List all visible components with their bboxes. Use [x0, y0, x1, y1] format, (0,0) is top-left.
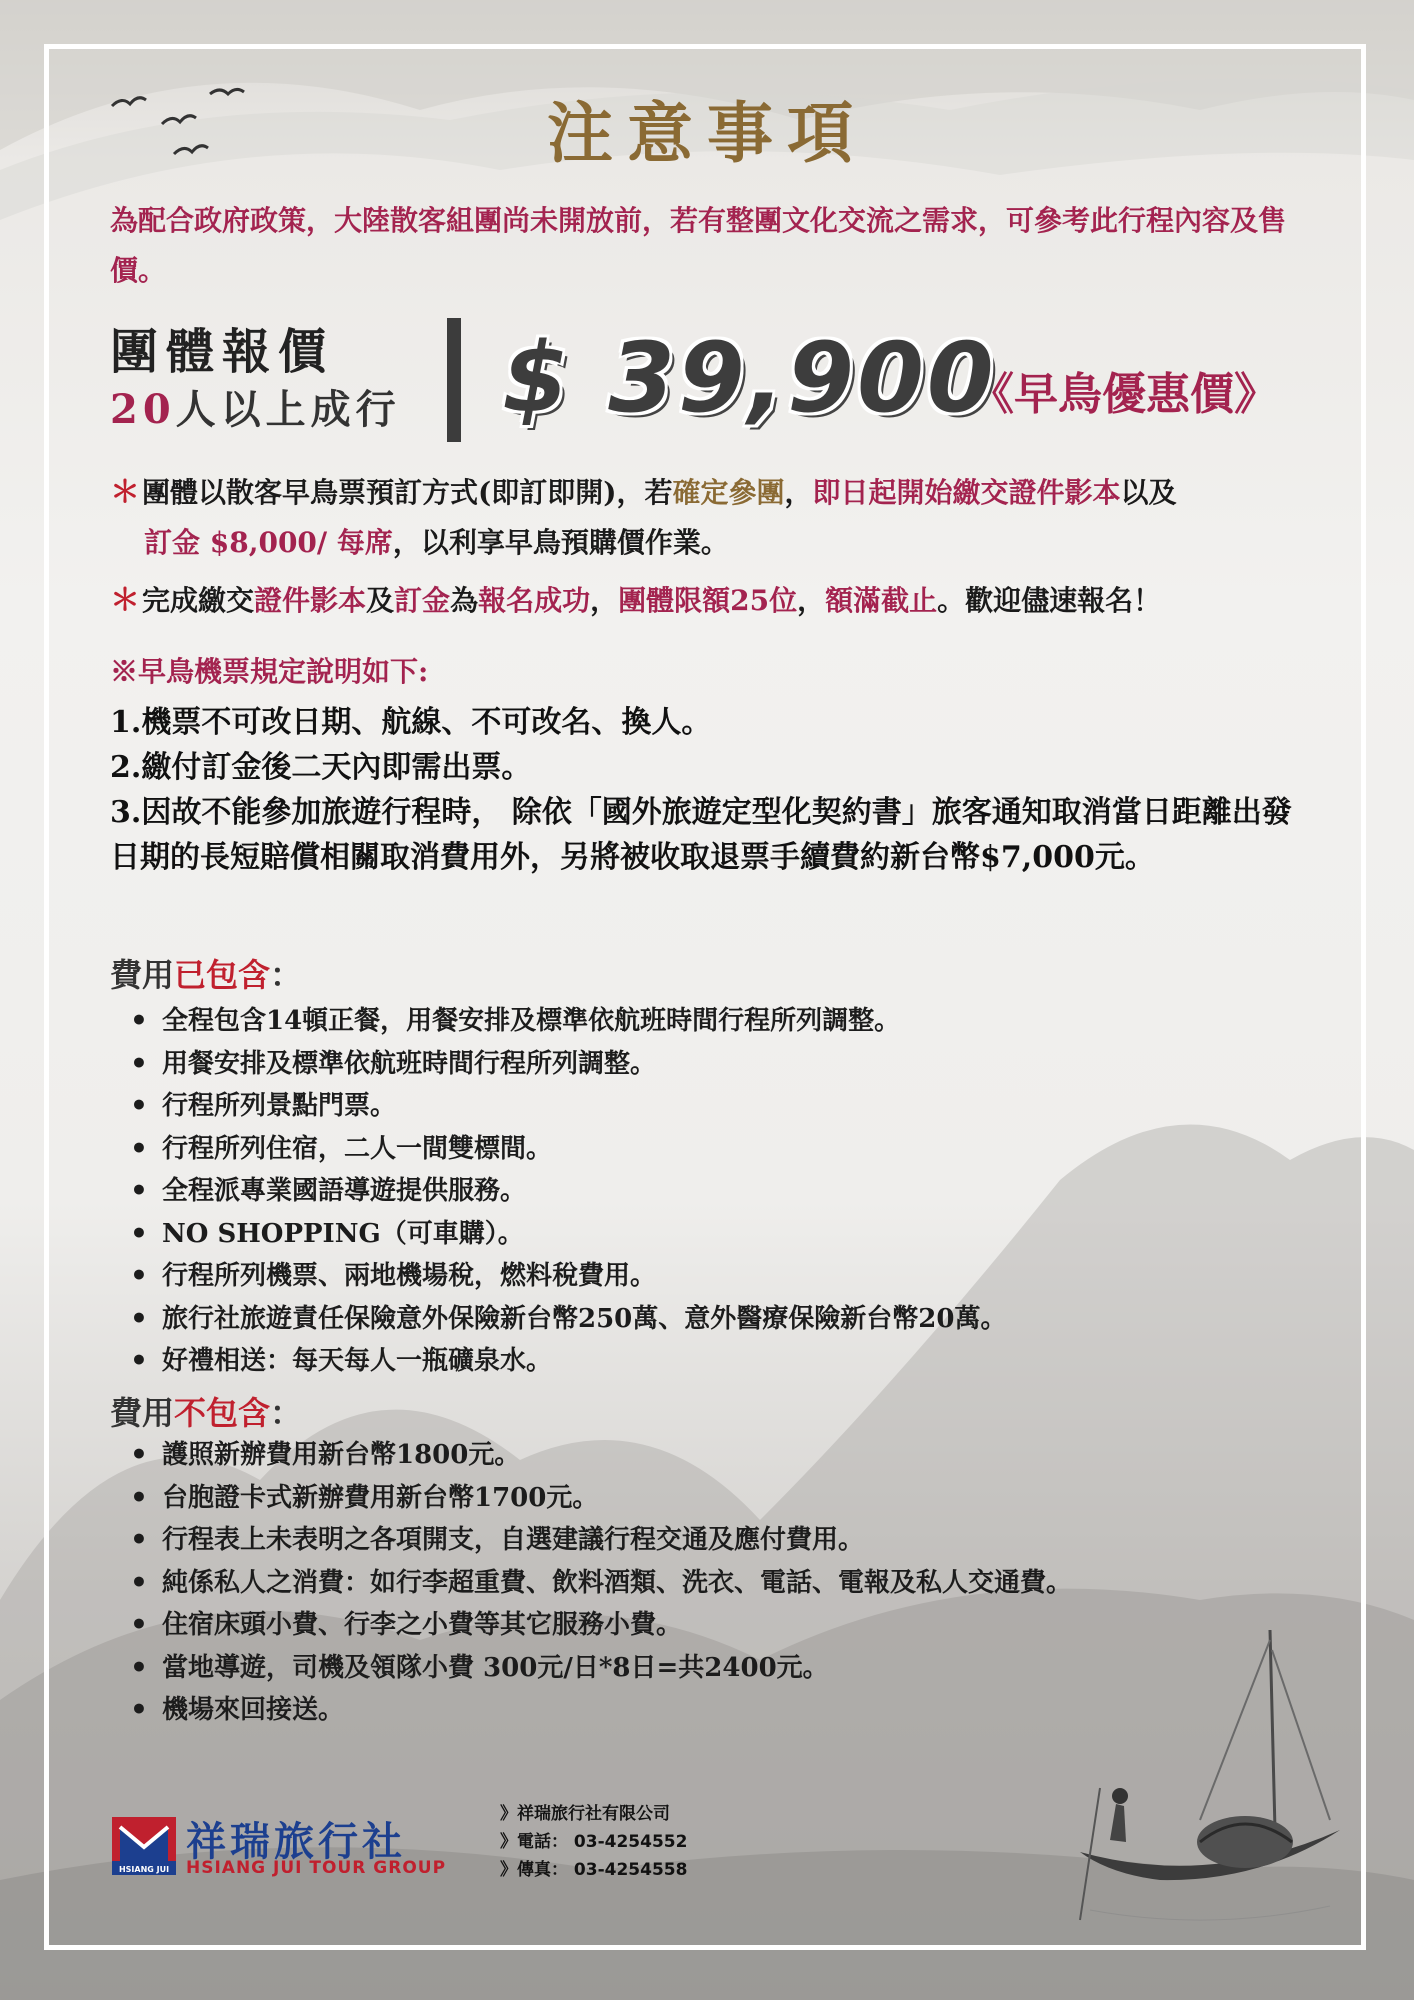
- included-list: [130, 1000, 1330, 1383]
- list-item: • 行程所列機票、兩地機場稅，燃料稅費用。: [130, 1255, 1330, 1298]
- contact-fax: 》傳真： 03-4254558: [500, 1860, 688, 1880]
- excluded-title: [110, 1388, 302, 1434]
- page-title: 注意事項: [547, 94, 867, 172]
- section-title-text: 費用: [110, 956, 175, 994]
- note-text: 為: [450, 584, 479, 617]
- list-item: • 純係私人之消費：如行李超重費、飲料酒類、洗衣、電話、電報及私人交通費。: [130, 1562, 1330, 1605]
- rule-item: 2.繳付訂金後二天內即需出票。: [110, 750, 532, 785]
- note-text: ，以利享早鳥預購價作業。: [392, 526, 729, 559]
- note-highlight: 額滿截止: [825, 584, 938, 617]
- contact-company: 》祥瑞旅行社有限公司: [500, 1804, 670, 1824]
- note-text: 及: [366, 584, 395, 617]
- company-name-cn: 祥瑞旅行社: [186, 1818, 406, 1865]
- list-item: • 住宿床頭小費、行李之小費等其它服務小費。: [130, 1604, 1330, 1647]
- note-2: [110, 576, 1320, 626]
- price-divider: [447, 318, 461, 442]
- list-item: • 全程包含14頓正餐，用餐安排及標準依航班時間行程所列調整。: [130, 1000, 1330, 1043]
- rule-item: 3.因故不能參加旅遊行程時， 除依「國外旅遊定型化契約書」旅客通知取消當日距離出發日期的長短賠償相關取消費用外，另將被收取退票手續費約新台幣$7,000元。: [110, 795, 1292, 875]
- section-title-accent: 已包含: [174, 956, 271, 994]
- minimum-group-size: [110, 382, 430, 438]
- early-bird-note: 《早鳥優惠價》: [970, 369, 1278, 420]
- logo-mark: [112, 1817, 176, 1875]
- list-item: • 機場來回接送。: [130, 1689, 1330, 1732]
- note-highlight: 報名成功: [478, 584, 591, 617]
- asterisk-icon: ＊: [110, 475, 140, 510]
- note-text: ，: [784, 476, 813, 509]
- deposit-amount: 訂金 $8,000/ 每席: [144, 526, 393, 559]
- rule-item: 1.機票不可改日期、航線、不可改名、換人。: [110, 705, 712, 740]
- section-title-text: 費用: [110, 1394, 175, 1432]
- list-item: • 旅行社旅遊責任保險意外保險新台幣250萬、意外醫療保險新台幣20萬。: [130, 1298, 1330, 1341]
- section-title-text: ：: [270, 956, 303, 994]
- note-highlight: 團體限額25位: [618, 584, 798, 617]
- company-name-en: HSIANG JUI TOUR GROUP: [186, 1858, 447, 1878]
- note-text: ，: [797, 584, 826, 617]
- list-item: • 行程所列景點門票。: [130, 1085, 1330, 1128]
- note-highlight: 確定參團: [672, 476, 785, 509]
- section-title-text: ：: [270, 1394, 303, 1432]
- list-item: • 當地導遊，司機及領隊小費 300元/日*8日=共2400元。: [130, 1647, 1330, 1690]
- contact-phone: 》電話： 03-4254552: [500, 1832, 688, 1852]
- intro-paragraph: 為配合政府政策，大陸散客組團尚未開放前，若有整團文化交流之需求，可參考此行程內容及售價。: [110, 204, 1287, 287]
- note-highlight: 證件影本: [254, 584, 367, 617]
- group-price-label: 團體報價: [110, 324, 335, 380]
- list-item: • 行程所列住宿，二人一間雙標間。: [130, 1128, 1330, 1171]
- group-price-block: [110, 322, 430, 438]
- rules-title: ※早鳥機票規定說明如下:: [110, 655, 429, 688]
- note-text: 團體以散客早鳥票預訂方式(即訂即開)，若: [142, 476, 673, 509]
- minimum-count: 20: [110, 386, 176, 433]
- list-item: • 行程表上未表明之各項開支，自選建議行程交通及應付費用。: [130, 1519, 1330, 1562]
- list-item: • 護照新辦費用新台幣1800元。: [130, 1434, 1330, 1477]
- note-highlight: 訂金: [394, 584, 451, 617]
- note-text: ，: [590, 584, 619, 617]
- minimum-suffix: 人以上成行: [175, 386, 401, 433]
- list-item: • 台胞證卡式新辦費用新台幣1700元。: [130, 1477, 1330, 1520]
- contact-info: [500, 1800, 687, 1884]
- note-text: 。歡迎儘速報名！: [937, 584, 1162, 617]
- list-item: • NO SHOPPING（可車購）。: [130, 1213, 1330, 1256]
- asterisk-icon: ＊: [110, 583, 140, 618]
- excluded-list: [130, 1434, 1330, 1732]
- section-title-accent: 不包含: [174, 1394, 271, 1432]
- logo-badge-text: HSIANG JUI: [118, 1865, 170, 1874]
- included-title: [110, 950, 302, 996]
- price-value: $ 39,900: [502, 322, 997, 434]
- list-item: • 全程派專業國語導遊提供服務。: [130, 1170, 1330, 1213]
- rules-list: [110, 700, 1320, 880]
- note-text: 以及: [1120, 476, 1177, 509]
- note-1: [110, 468, 1320, 568]
- note-highlight: 即日起開始繳交證件影本: [812, 476, 1121, 509]
- list-item: • 用餐安排及標準依航班時間行程所列調整。: [130, 1043, 1330, 1086]
- note-text: 完成繳交: [142, 584, 255, 617]
- list-item: • 好禮相送：每天每人一瓶礦泉水。: [130, 1340, 1330, 1383]
